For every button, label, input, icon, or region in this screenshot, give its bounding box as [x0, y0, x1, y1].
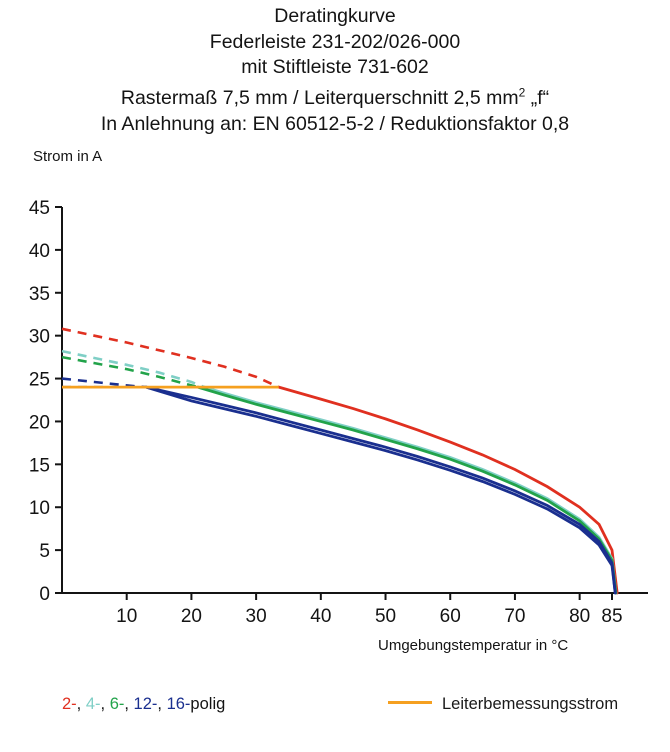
y-tick-label: 10 [28, 498, 50, 520]
x-tick-label: 10 [116, 606, 138, 627]
y-tick-label: 20 [28, 412, 50, 434]
chart-tick-labels [29, 198, 623, 627]
x-tick-label: 85 [601, 606, 623, 627]
title-line-4-text: Rastermaß 7,5 mm / Leiterquerschnitt 2,5 $mm^2$ „f“ [120, 85, 550, 109]
y-tick-label: 30 [28, 326, 50, 348]
y-axis-label: Strom in A [33, 148, 103, 165]
legend-part-4: 6- [109, 695, 125, 713]
y-tick-label: 25 [28, 369, 50, 391]
chart-series [62, 329, 617, 593]
legend-part-5: , [124, 695, 134, 713]
legend-part-3: , [100, 695, 110, 713]
x-tick-label: 60 [439, 606, 461, 627]
title-line-1: Deratingkurve [274, 5, 396, 27]
y-tick-label: 35 [28, 283, 50, 305]
chart-legend [0, 695, 670, 725]
y-tick-label: 45 [28, 198, 50, 219]
y-tick-label: 15 [28, 455, 50, 477]
legend-part-9: polig [190, 695, 226, 713]
y-tick-label: 0 [39, 584, 50, 605]
legend-rated-current [388, 695, 618, 714]
title-line-5: In Anlehnung an: EN 60512-5-2 / Reduktionsfaktor 0,8 [100, 112, 570, 135]
x-tick-label: 40 [310, 606, 332, 627]
legend-series-labels [62, 695, 225, 714]
chart-axes [62, 207, 648, 593]
title-line-3: mit Stiftleiste 731-602 [241, 56, 429, 78]
x-tick-label: 50 [374, 606, 397, 627]
legend-part-8: 16- [166, 695, 191, 713]
rated-current-swatch [388, 701, 432, 704]
series-line-dashed-6-polig [62, 357, 198, 387]
title-line-2: Federleiste 231-202/026-000 [209, 30, 461, 53]
legend-part-1: , [76, 695, 86, 713]
y-tick-label: 5 [39, 541, 50, 563]
legend-part-6: 12- [133, 695, 158, 713]
x-tick-label: 30 [245, 606, 267, 627]
x-tick-label: 20 [180, 606, 202, 627]
series-line-2-polig [279, 387, 617, 593]
x-axis-label: Umgebungstemperatur in °C [378, 637, 569, 654]
legend-part-7: , [157, 695, 167, 713]
x-tick-label: 80 [569, 606, 591, 627]
y-tick-label: 40 [28, 240, 50, 262]
legend-part-2: 4- [85, 695, 101, 713]
legend-part-0: 2- [62, 695, 77, 713]
rated-current-label: Leiterbemessungsstrom [442, 695, 619, 713]
x-tick-label: 70 [504, 606, 526, 627]
